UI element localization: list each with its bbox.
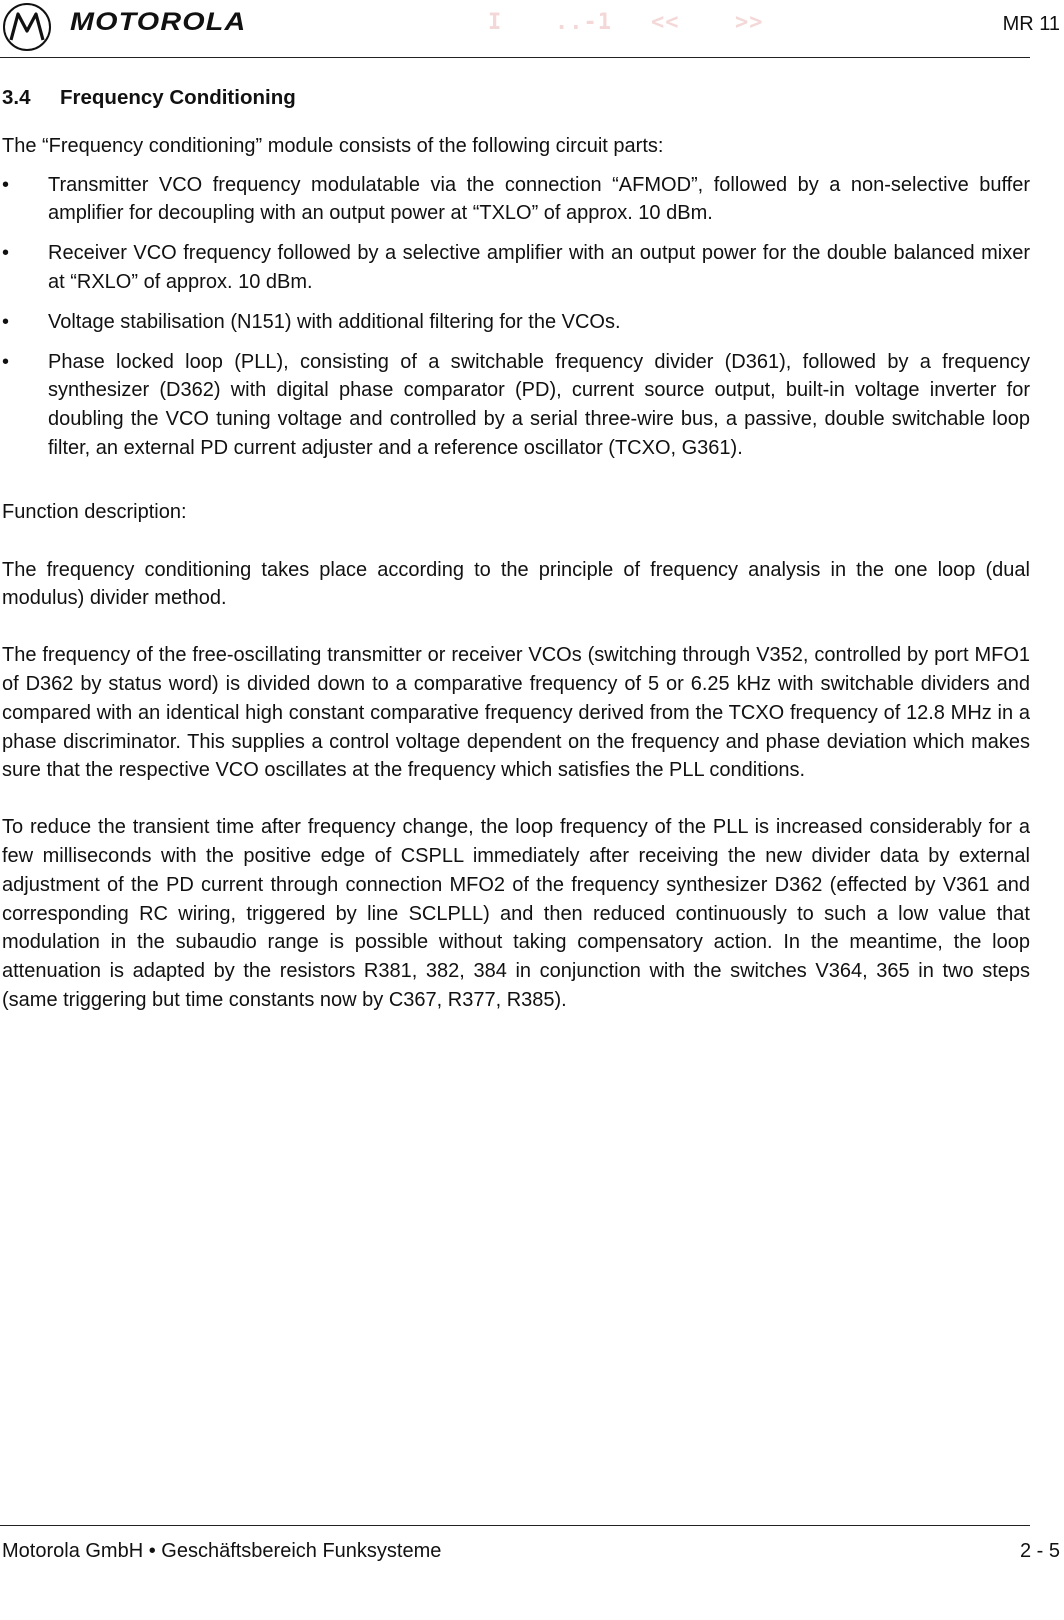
bullet-icon: •	[2, 173, 10, 196]
bullet-icon: •	[2, 242, 10, 265]
list-item-text: Voltage stabilisation (N151) with additional filtering for the VCOs.	[48, 310, 621, 333]
footer-company: Motorola GmbH • Geschäftsbereich Funksysteme	[2, 1540, 442, 1562]
intro-paragraph: The “Frequency conditioning” module consists of the following circuit parts:	[2, 134, 664, 157]
motorola-batwing-icon	[2, 2, 52, 52]
circuit-parts-list	[2, 171, 1030, 463]
list-item-text: Transmitter VCO frequency modulatable via the connection “AFMOD”, followed by a non-selective buffer amplifier for decoupling with an output power at “TXLO” of approx. 10 dBm.	[48, 173, 1030, 225]
section-heading	[2, 84, 1030, 113]
page-number: 2 - 5	[1019, 1540, 1060, 1562]
list-item-text: Receiver VCO frequency followed by a selective amplifier with an output power for the double balanced mixer at “RXLO” of approx. 10 dBm.	[48, 242, 1030, 293]
brand-wordmark: MOTOROLA	[70, 8, 247, 36]
list-item	[2, 308, 1030, 337]
section-title: Frequency Conditioning	[60, 86, 296, 109]
footer-divider	[0, 1525, 1030, 1526]
nav-first-page-link[interactable]: I	[488, 10, 503, 35]
list-item	[2, 171, 1030, 229]
list-item-text: Phase locked loop (PLL), consisting of a switchable frequency divider (D361), followed by a frequency synthesizer (D362) with digital phase comparator (PD), current source output, built-in voltage inverter for doubling the VCO tuning voltage and controlled by a serial three-wire bus, a passive, double switchable loop filter, an external PD current adjuster and a reference oscillator (TCXO, G361).	[48, 350, 1030, 459]
function-description-heading: Function description:	[2, 500, 187, 523]
nav-forward-link[interactable]: >>	[735, 10, 764, 35]
list-item	[2, 239, 1030, 297]
nav-back-link[interactable]: <<	[651, 10, 680, 35]
page-header	[0, 0, 1064, 60]
header-divider	[0, 57, 1030, 58]
nav-previous-page-link[interactable]: ..-1	[555, 10, 612, 35]
body-paragraph: To reduce the transient time after frequency change, the loop frequency of the PLL is increased considerably for a few milliseconds with the positive edge of CSPLL immediately after receiving the new divider data by external adjustment of the PD current through connection MFO2 of the frequency synthesizer D362 (effected by V361 and corresponding RC wiring, triggered by line SCLPLL) and then reduced continuously to such a low value that modulation in the subaudio range is possible without taking compensatory action. In the meantime, the loop attenuation is adapted by the resistors R381, 382, 384 in conjunction with the switches V364, 365 in two steps (same triggering but time constants now by C367, R377, R385).	[2, 816, 1030, 1011]
bullet-icon: •	[2, 350, 10, 373]
document-code: MR 11	[1002, 13, 1060, 35]
list-item	[2, 348, 1030, 463]
body-paragraph: The frequency conditioning takes place according to the principle of frequency analysis in the one loop (dual modulus) divider method.	[2, 558, 1030, 610]
section-number: 3.4	[2, 86, 31, 109]
page-content	[2, 84, 1030, 1043]
bullet-icon: •	[2, 310, 10, 333]
body-paragraph: The frequency of the free-oscillating transmitter or receiver VCOs (switching through V352, controlled by port MFO1 of D362 by status word) is divided down to a comparative frequency of 5 or 6.25 kHz with switchable dividers and compared with an identical high constant comparative frequency derived from the TCXO frequency of 12.8 MHz in a phase discriminator. This supplies a control voltage dependent on the frequency and phase deviation which makes sure that the respective VCO oscillates at the frequency which satisfies the PLL conditions.	[2, 644, 1030, 782]
